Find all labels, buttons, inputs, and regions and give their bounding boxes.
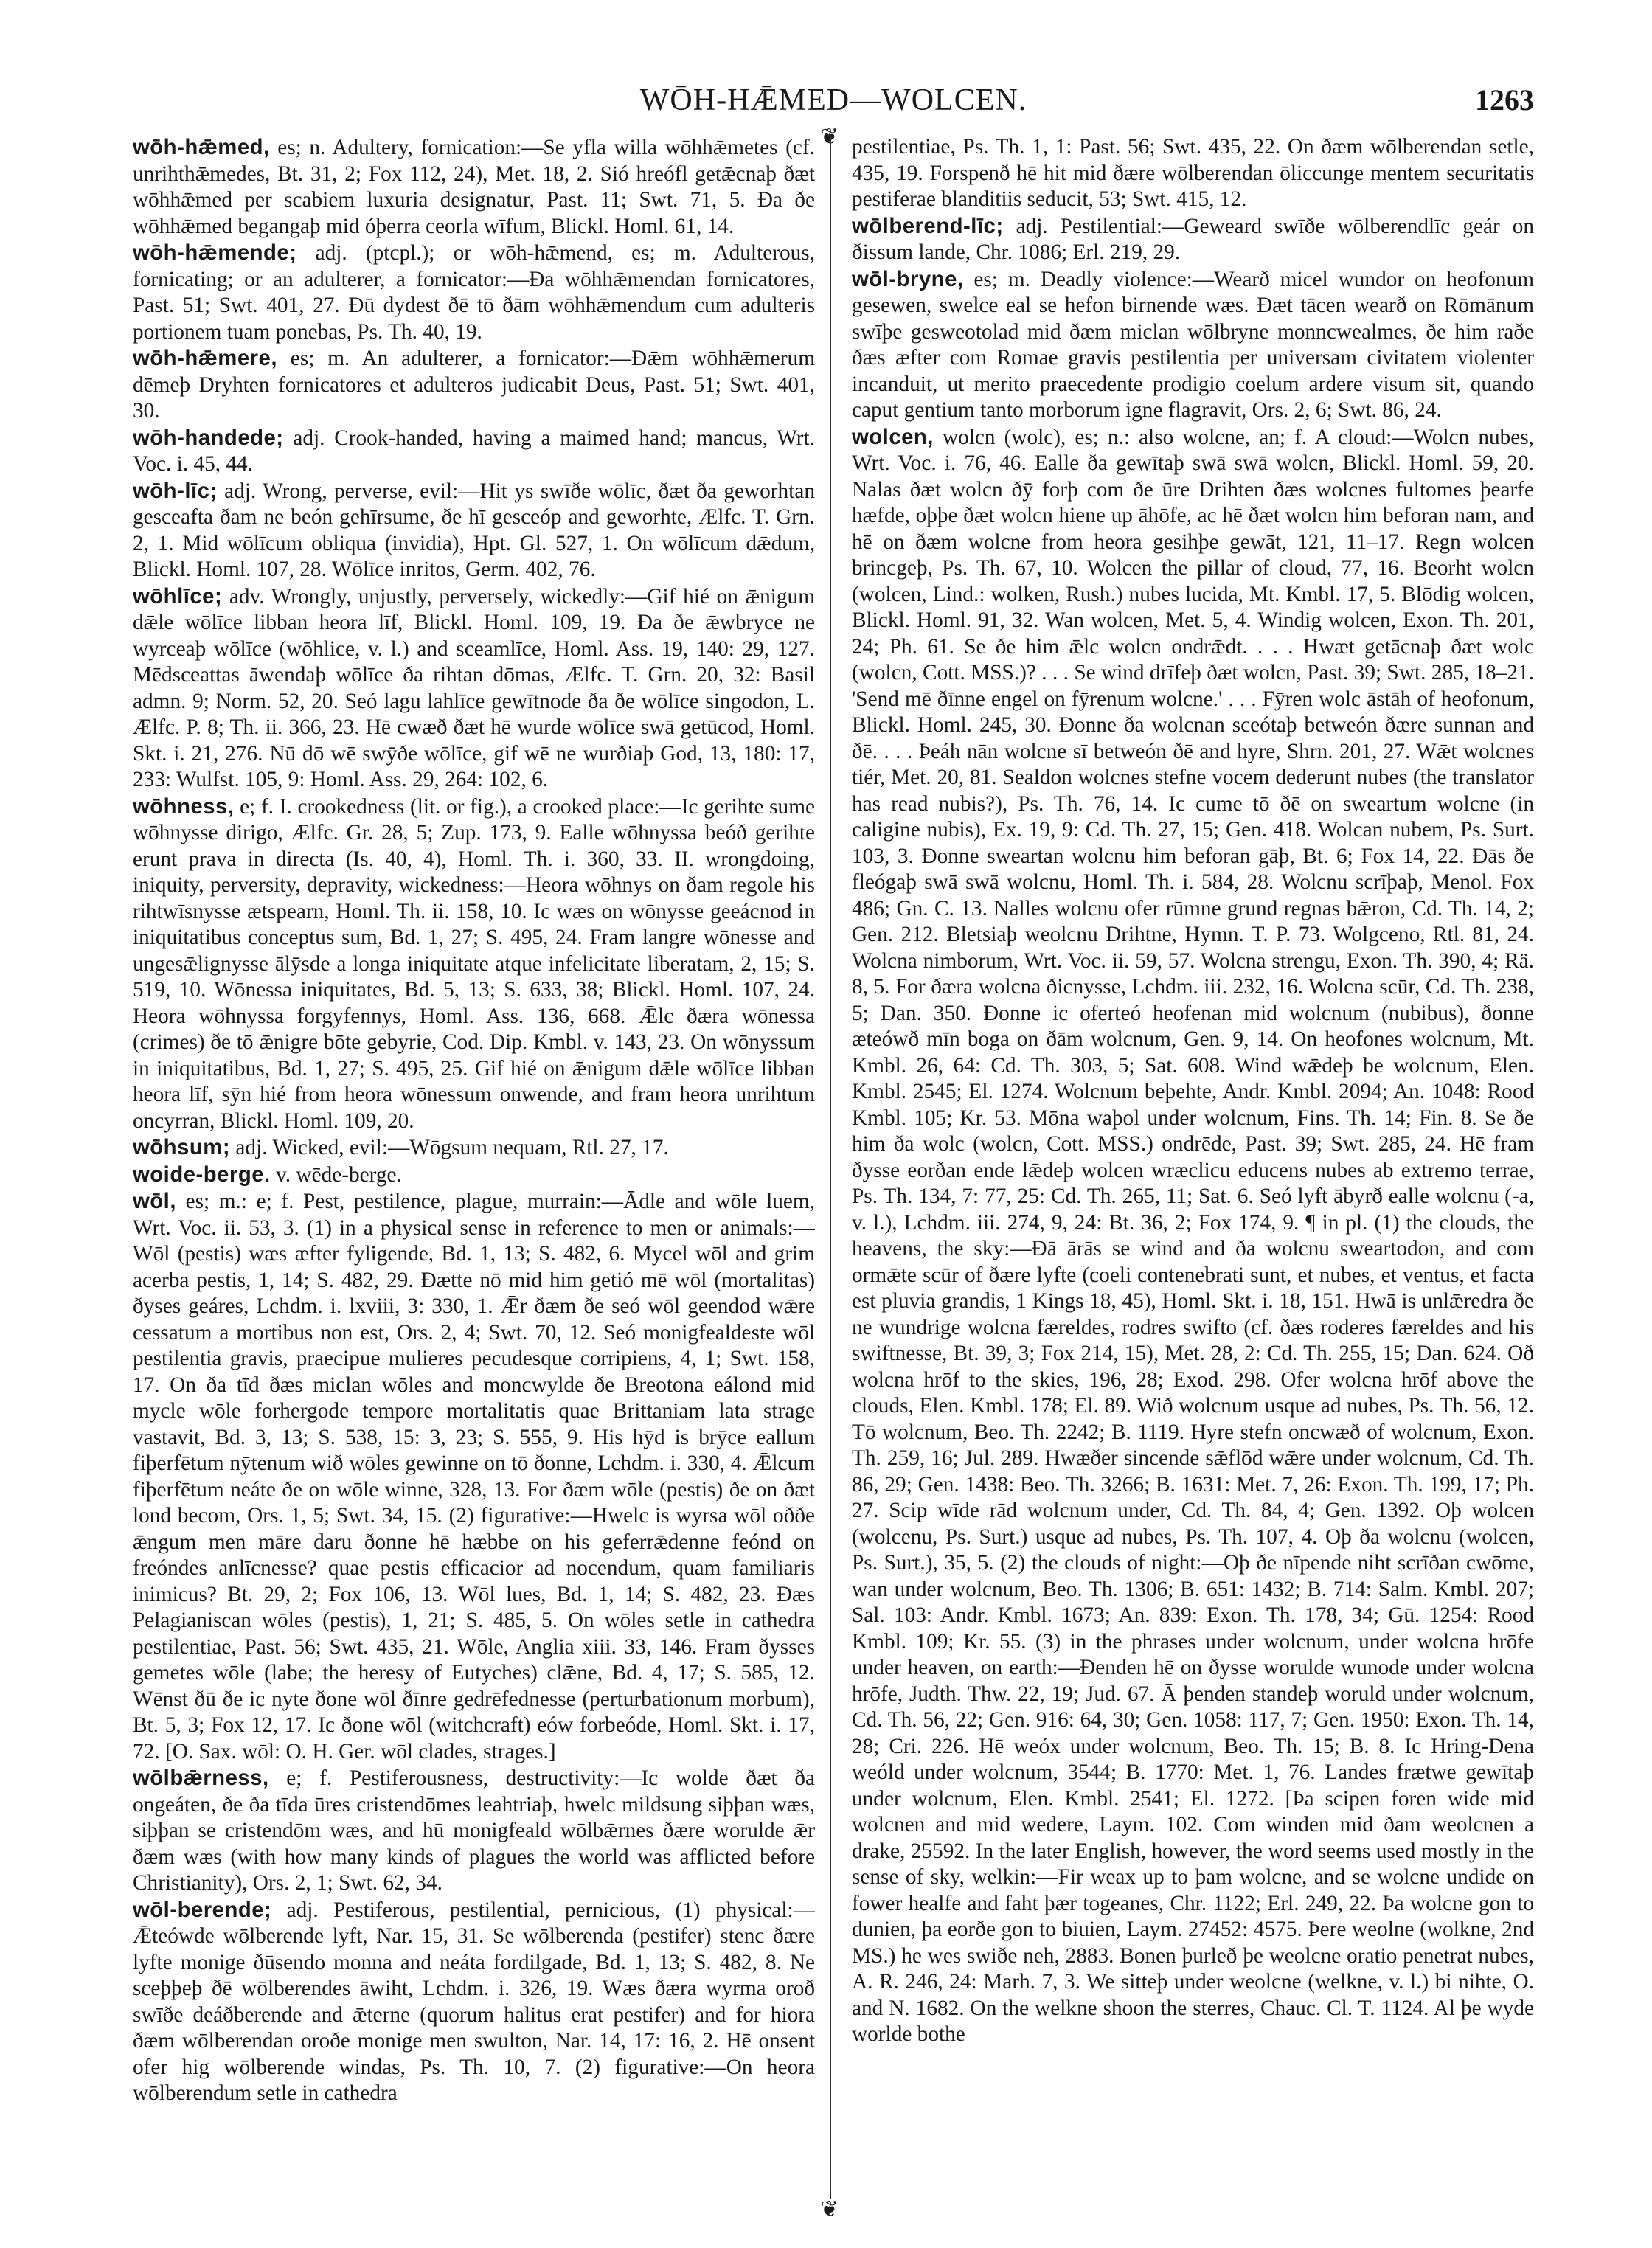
left-column xyxy=(133,134,815,2199)
page-header xyxy=(133,83,1534,127)
dictionary-entry xyxy=(133,134,815,240)
dictionary-entry xyxy=(133,583,815,794)
entry-definition: adj. Pestiferous, pestilential, pernicious, (1) physical:—Ǣteówde wōlberende lyft, Nar. 15, 31. Se wōlberenda (pestifer) stenc ðære lyfte monige ðūsendo monna and neáta fordilgade, Bd. 1, 13; S. 482, 8. Ne sceþþeþ ðē wōlberendes āwiht, Lchdm. i. 326, 19. Wæs ðæra wyrma oroð swīðe deáðberende and ǣterne (quorum halitus erat pestifer) and for hiora ðæm wōlberendan oroðe monige men swulton, Nar. 14, 17: 16, 2. Hē onsent ofer hig wōlberende windas, Ps. Th. 10, 7. (2) figurative:—On heora wōlberendum setle in cathedra xyxy=(133,1898,815,2105)
entry-headword: wōlbǣrness, xyxy=(133,1766,269,1790)
entry-headword: wōh-hǣmed, xyxy=(133,135,270,159)
entry-headword: wōh-hǣmende; xyxy=(133,240,297,265)
running-title: WŌH-HǢMED—WOLCEN. xyxy=(639,83,1027,117)
entry-headword: wōhlīce; xyxy=(133,583,223,608)
dictionary-entry xyxy=(852,266,1534,424)
entry-definition: adj. Pestilential:—Geweard swīðe wōlberendlīc geár on ðissum lande, Chr. 1086; Erl. 219, 29. xyxy=(852,214,1534,264)
entry-definition: adj. Wrong, perverse, evil:—Hit ys swīðe wōlīc, ðæt ða geworhtan gesceafta ðam ne beón gehīrsume, ðe hī gesceóp and geworhte, Ælfc. T. Grn. 2, 1. Mid wōlīcum obliqua (invidia), Hpt. Gl. 527, 1. On wōlīcum dǣdum, Blickl. Homl. 107, 28. Wōlīce inritos, Germ. 402, 76. xyxy=(133,479,815,581)
dictionary-entry xyxy=(852,134,1534,213)
entry-headword: wōhsum; xyxy=(133,1135,231,1159)
entry-headword: wōh-līc; xyxy=(133,478,218,503)
entry-definition: v. wēde-berge. xyxy=(270,1162,402,1187)
entry-headword: wōh-hǣmere, xyxy=(133,346,277,370)
entry-headword: wōhness, xyxy=(133,794,235,819)
dictionary-entry xyxy=(133,345,815,425)
dictionary-entry xyxy=(133,1162,815,1189)
entry-headword: wōlberend-līc; xyxy=(852,213,1004,238)
dictionary-entry xyxy=(133,1134,815,1162)
entry-headword: wōh-handede; xyxy=(133,425,284,450)
dictionary-entry xyxy=(133,1897,815,2107)
entry-definition: es; m. Deadly violence:—Wearð micel wundor on heofonum gesewen, swelce eal se hefon birnende wæs. Ðæt tācen wearð on Rōmānum swīþe gesweotolad mid ðæm miclan wōlbryne monncwealmes, ðe him raðe ðæs æfter com Romae gravis pestilentia per universam civitatem violenter incanduit, ut merito praecedente prodigio coelum ardere visum sit, quando caput gentium tanto morborum igne flagravit, Ors. 2, 6; Swt. 86, 24. xyxy=(852,267,1534,422)
entry-definition: es; n. Adultery, fornication:—Se yfla willa wōhhǣmetes (cf. unrihthǣmedes, Bt. 31, 2; Fox 112, 24), Met. 18, 2. Sió hreófl getǣcnaþ ðæt wōhhǣmed per scabiem luxuria designatur, Past. 11; Swt. 71, 5. Ða ðe wōhhǣmed begangaþ mid óþerra ceorla wīfum, Blickl. Homl. 61, 14. xyxy=(133,136,815,238)
entry-headword: woide-berge. xyxy=(133,1162,271,1187)
entry-definition: es; m. An adulterer, a fornicator:—Ðǣm wōhhǣmerum dēmeþ Dryhten fornicatores et adulteros judicabit Deus, Past. 51; Swt. 401, 30. xyxy=(133,347,815,423)
entry-definition: es; m.: e; f. Pest, pestilence, plague, murrain:—Ādle and wōle luem, Wrt. Voc. ii. 53, 3. (1) in a physical sense in reference to men or animals:—Wōl (pestis) wæs æfter fyligende, Bd. 1, 13; S. 482, 6. Mycel wōl and grim acerba pestis, 1, 14; S. 482, 29. Ðætte nō mid him getió mē wōl (mortalitas) ðyses geáres, Lchdm. i. lxviii, 3: 330, 1. Ǣr ðæm ðe seó wōl geendod wǣre cessatum a mortibus non est, Ors. 2, 4; Swt. 70, 12. Seó monigfealdeste wōl pestilentia gravis, praecipue mulieres pecudesque corripiens, 4, 1; Swt. 158, 17. On ða tīd ðæs miclan wōles and moncwylde ðe Breotona eálond mid mycle wōle forhergode tempore mortalitatis quae Brittaniam lata strage vastavit, Bd. 3, 13; S. 538, 15: 3, 23; S. 555, 9. His hȳd is brȳce eallum fiþerfētum nȳtenum wið wōles gewinne on tō ðonne, Lchdm. i. 330, 4. Ǣlcum fiþerfētum neáte ðe on wōle winne, 328, 13. For ðæm wōle (pestis) ðe on ðæt lond becom, Ors. 1, 5; Swt. 34, 15. (2) figurative:—Hwelc is wyrsa wōl oððe ǣngum men māre daru ðonne hē hæbbe on his geferrǣdenne feónd on freóndes anlīcnesse? quae pestis efficacior ad nocendum, quam familiaris inimicus? Bt. 29, 2; Fox 106, 13. Wōl lues, Bd. 1, 14; S. 482, 23. Ðæs Pelagianiscan wōles (pestis), 1, 21; S. 485, 5. On wōles setle in cathedra pestilentiae, Past. 56; Swt. 435, 21. Wōle, Anglia xiii. 33, 146. Fram ðysses gemetes wōle (labe; the heresy of Eutyches) clǣne, Bd. 4, 17; S. 585, 12. Wēnst ðū ðe ic nyte ðone wōl ðīnre gedrēfednesse (perturbationum morbum), Bt. 5, 3; Fox 12, 17. Ic ðone wōl (witchcraft) eów forbeóde, Homl. Skt. i. 17, 72. [O. Sax. wōl: O. H. Ger. wōl clades, strages.] xyxy=(133,1190,815,1763)
dictionary-entry xyxy=(133,240,815,345)
dictionary-entry xyxy=(133,794,815,1135)
dictionary-entry xyxy=(133,478,815,583)
right-column xyxy=(852,134,1534,2199)
entry-definition: e; f. I. crookedness (lit. or fig.), a crooked place:—Ic gerihte sume wōhnysse dirigo, Ælfc. Gr. 28, 5; Zup. 173, 9. Ealle wōhnyssa beóð gerihte erunt prava in directa (Is. 40, 4), Homl. Th. i. 360, 33. II. wrongdoing, iniquity, perversity, depravity, wickedness:—Heora wōhnys on ðam regole his rihtwīsnysse ætspearn, Homl. Th. ii. 158, 10. Ic wæs on wōnysse geeácnod in iniquitatibus conceptus sum, Bd. 1, 27; S. 495, 24. Fram langre wōnesse and ungesǣlignysse ālȳsde a longa iniquitate atque infelicitate liberatam, 2, 15; S. 519, 10. Wōnessa iniquitates, Bd. 5, 13; S. 633, 38; Blickl. Homl. 107, 24. Heora wōhnyssa forgyfennys, Homl. Ass. 136, 668. Ǣlc ðæra wōnessa (crimes) ðe tō ǣnigre bōte gebyrie, Cod. Dip. Kmbl. v. 143, 23. On wōnyssum in iniquitatibus, Bd. 1, 27; S. 495, 25. Gif hié on ǣnigum dǣle wōlīce libban heora līf, sȳn hié from heora wōnessum onwende, and fram heora unrihtum oncyrran, Blickl. Homl. 109, 20. xyxy=(133,794,815,1133)
entry-definition: wolcn (wolc), es; n.: also wolcne, an; f. A cloud:—Wolcn nubes, Wrt. Voc. i. 76, 46. Ealle ða gewītaþ swā swā wolcn, Blickl. Homl. 59, 20. Nalas ðæt wolcn ðȳ forþ com ðe ūre Drihten ðæs wolcnes fultomes þearfe hæfde, oþþe ðæt wolcn hiene up āhōfe, ac hē ðæt wolcn him beforan nam, and hē on ðæm wolcne from heora gesihþe gewāt, 121, 11–17. Regn wolcen brincgeþ, Ps. Th. 67, 10. Wolcen the pillar of cloud, 77, 16. Beorht wolcn (wolcen, Lind.: wolken, Rush.) nubes lucida, Mt. Kmbl. 17, 5. Blōdig wolcen, Blickl. Homl. 91, 32. Wan wolcen, Met. 5, 4. Windig wolcen, Exon. Th. 201, 24; Ph. 61. Se ðe him ǣlc wolcn ondrǣdt. . . . Hwæt getācnaþ ðæt wolc (wolcn, Cott. MSS.)? . . . Se wind drīfeþ ðæt wolcn, Past. 39; Swt. 285, 18–21. 'Send mē ðīnne engel on fȳrenum wolcne.' . . . Fȳren wolc āstāh of heofonum, Blickl. Homl. 245, 30. Ðonne ða wolcnan sceótaþ betweón ðære sunnan and ðē. . . . Þeáh nān wolcne sī betweón ðē and hyre, Shrn. 201, 27. Wǣt wolcnes tiér, Met. 20, 81. Sealdon wolcnes stefne vocem dederunt nubes (the translator has read nubis?), Ps. Th. 76, 14. Ic cume tō ðē on sweartum wolcne (in caligine nubis), Ex. 19, 9: Cd. Th. 27, 15; Gen. 418. Wolcan nubem, Ps. Surt. 103, 3. Ðonne sweartan wolcnu him beforan gāþ, Bt. 6; Fox 14, 22. Ðās ðe fleógaþ swā swā wolcnu, Homl. Th. i. 584, 28. Wolcnu scrīþaþ, Menol. Fox 486; Gn. C. 13. Nalles wolcnu ofer rūmne grund regnas bǣron, Cd. Th. 14, 2; Gen. 212. Bletsiaþ weolcnu Drihtne, Hymn. T. P. 73. Wolgceno, Rtl. 81, 24. Wolcna nimborum, Wrt. Voc. ii. 59, 57. Wolcna strengu, Exon. Th. 390, 4; Rä. 8, 5. For ðæra wolcna ðicnysse, Lchdm. iii. 232, 16. Wolcna scūr, Cd. Th. 238, 5; Dan. 350. Ðonne ic oferteó heofenan mid wolcnum (nubibus), ðonne æteówð mīn boga on ðām wolcnum, Gen. 9, 14. On heofones wolcnum, Mt. Kmbl. 26, 64: Cd. Th. 303, 5; Sat. 608. Wind wǣdeþ be wolcnum, Elen. Kmbl. 2545; El. 1274. Wolcnum beþehte, Andr. Kmbl. 2094; An. 1048: Rood Kmbl. 105; Kr. 53. Mōna waþol under wolcnum, Fins. Th. 14; Fin. 8. Se ðe him ða wolc (wolcn, Cott. MSS.) ondrēde, Past. 39; Swt. 285, 24. Hē fram ðysse eorðan ende lǣdeþ wolcen wræclicu educens nubes ab extremo terrae, Ps. Th. 134, 7: 77, 25: Cd. Th. 265, 11; Sat. 6. Seó lyft ābyrð ealle wolcnu (-a, v. l.), Lchdm. iii. 274, 9, 24: Bt. 36, 2; Fox 174, 9. ¶ in pl. (1) the clouds, the heavens, the sky:—Ðā ārās se wind and ða wolcnu sweartodon, and com ormǣte scūr of ðære lyfte (coeli contenebrati sunt, et nubes, et ventus, et facta est pluvia grandis, 1 Kings 18, 45), Homl. Skt. i. 18, 151. Hwā is unlǣredra ðe ne wundrige wolcna færeldes, rodres swifto (cf. ðæs roderes færeldes and his swiftnesse, Bt. 39, 3; Fox 214, 15), Met. 28, 2: Cd. Th. 255, 15; Dan. 624. Oð wolcna hrōf to the skies, 196, 28; Exod. 298. Ofer wolcna hrōf above the clouds, Elen. Kmbl. 178; El. 89. Wið wolcnum usque ad nubes, Ps. Th. 56, 12. Tō wolcnum, Beo. Th. 2242; B. 1119. Hyre stefn oncwæð of wolcnum, Exon. Th. 259, 16; Jul. 289. Hwæðer sincende sǣflōd wǣre under wolcnum, Cd. Th. 86, 29; Gen. 1438: Beo. Th. 3266; B. 1631: Met. 7, 26: Exon. Th. 199, 17; Ph. 27. Scip wīde rād wolcnum under, Cd. Th. 84, 4; Gen. 1392. Oþ wolcen (wolcenu, Ps. Surt.) usque ad nubes, Ps. Th. 107, 4. Oþ ða wolcnu (wolcen, Ps. Surt.), 35, 5. (2) the clouds of night:—Oþ ðe nīpende niht scrīðan cwōme, wan under wolcnum, Beo. Th. 1306; B. 651: 1432; B. 714: Salm. Kmbl. 207; Sal. 103: Andr. Kmbl. 1673; An. 839: Exon. Th. 178, 34; Gū. 1254: Rood Kmbl. 109; Kr. 55. (3) in the phrases under wolcnum, under wolcna hrōfe under heaven, on earth:—Ðenden hē on ðysse worulde wunode under wolcna hrōfe, Judth. Thw. 22, 19; Jud. 67. Ā þenden standeþ woruld under wolcnum, Cd. Th. 56, 22; Gen. 916: 64, 30; Gen. 1058: 117, 7; Gen. 1950: Exon. Th. 14, 28; Cri. 226. Hē weóx under wolcnum, Beo. Th. 15; B. 8. Ic Hring-Dena weóld under wolcnum, 3544; B. 1770: Met. 1, 76. Landes frætwe gewītaþ under wolcnum, Elen. Kmbl. 2541; El. 1272. [Þa scipen foren wide mid wolcnen and mid wedere, Laym. 102. Com winden mid ðam weolcnen a drake, 25592. In the later English, however, the word seems used mostly in the sense of sky, welkin:—Fir weax up to þam wolcne, and se wolcne undide on fower healfe and faht þær togeanes, Chr. 1122; Erl. 249, 22. Þa wolcne gon to dunien, þa eorðe gon to biuien, Laym. 27452: 4575. Þere weolne (wolkne, 2nd MS.) he wes swiðe neh, 2883. Bonen þurleð þe weolcne oratio penetrat nubes, A. R. 246, 24: Marh. 7, 3. We sitteþ under weolcne (welkne, v. l.) bi nihte, O. and N. 1682. On the welkne shoon the sterres, Chauc. Cl. T. 1124. Al þe wyde worlde bothe xyxy=(852,425,1534,2046)
entry-definition: adv. Wrongly, unjustly, perversely, wickedly:—Gif hié on ǣnigum dǣle wōlīce libban heora līf, Blickl. Homl. 109, 19. Ða ðe ǣwbryce ne wyrceaþ wōlīce (wōhlice, v. l.) and sceamlīce, Homl. Ass. 19, 140: 29, 127. Mēdsceattas āwendaþ wōlīce ða rihtan dōmas, Ælfc. T. Grn. 20, 32: Basil admn. 9; Norm. 52, 20. Seó lagu lahlīce gewītnode ða ðe wōlīce singodon, L. Ælfc. P. 8; Th. ii. 366, 23. Hē cwæð ðæt hē wurde wōlīce swā getūcod, Homl. Skt. i. 21, 276. Nū dō wē swȳðe wōlīce, gif wē ne wurðiaþ God, 13, 180: 17, 233: Wulfst. 105, 9: Homl. Ass. 29, 264: 102, 6. xyxy=(133,584,815,791)
dictionary-entry xyxy=(852,424,1534,2048)
column-divider xyxy=(830,134,831,2199)
entry-definition: adj. Crook-handed, having a maimed hand; mancus, Wrt. Voc. i. 45, 44. xyxy=(133,426,815,476)
entry-definition: e; f. Pestiferousness, destructivity:—Ic wolde ðæt ða ongeáten, ðe ða tīda ūres cristendōmes leahtriaþ, hwelc mildsung siþþan wæs, siþþan se cristendōm wæs, and hū monigfeald wōlbǣrnes ðære worulde ǣr ðæm wæs (with how many kinds of plagues the world was afflicted before Christianity), Ors. 2, 1; Swt. 62, 34. xyxy=(133,1766,815,1895)
entry-headword: wōl-bryne, xyxy=(852,266,964,291)
column-ornament-top-icon: ❦ xyxy=(820,125,839,149)
column-ornament-bottom-icon: ❦ xyxy=(820,2197,839,2221)
entry-headword: wolcen, xyxy=(852,424,934,449)
dictionary-entry xyxy=(133,1188,815,1765)
entry-headword: wōl, xyxy=(133,1189,176,1213)
dictionary-entry xyxy=(133,425,815,478)
entry-definition: adj. Wicked, evil:—Wōgsum nequam, Rtl. 27, 17. xyxy=(230,1136,669,1159)
page-number: 1263 xyxy=(1475,83,1534,117)
entry-headword: wōl-berende; xyxy=(133,1897,272,1922)
dictionary-entry xyxy=(852,213,1534,266)
dictionary-entry xyxy=(133,1765,815,1897)
entry-definition: adj. (ptcpl.); or wōh-hǣmend, es; m. Adulterous, fornicating; or an adulterer, a fornicator:—Ða wōhhǣmendan fornicatores, Past. 51; Swt. 401, 27. Ðū dydest ðē tō ðām wōhhǣmendum cum adulteris portionem tuam ponebas, Ps. Th. 40, 19. xyxy=(133,241,815,344)
entry-definition: pestilentiae, Ps. Th. 1, 1: Past. 56; Swt. 435, 22. On ðæm wōlberendan setle, 435, 19. Forspenð hē hit mid ðære wōlberendan ōliccunge mentem securitatis pestiferae blanditiis seducit, 53; Swt. 415, 12. xyxy=(852,135,1534,211)
